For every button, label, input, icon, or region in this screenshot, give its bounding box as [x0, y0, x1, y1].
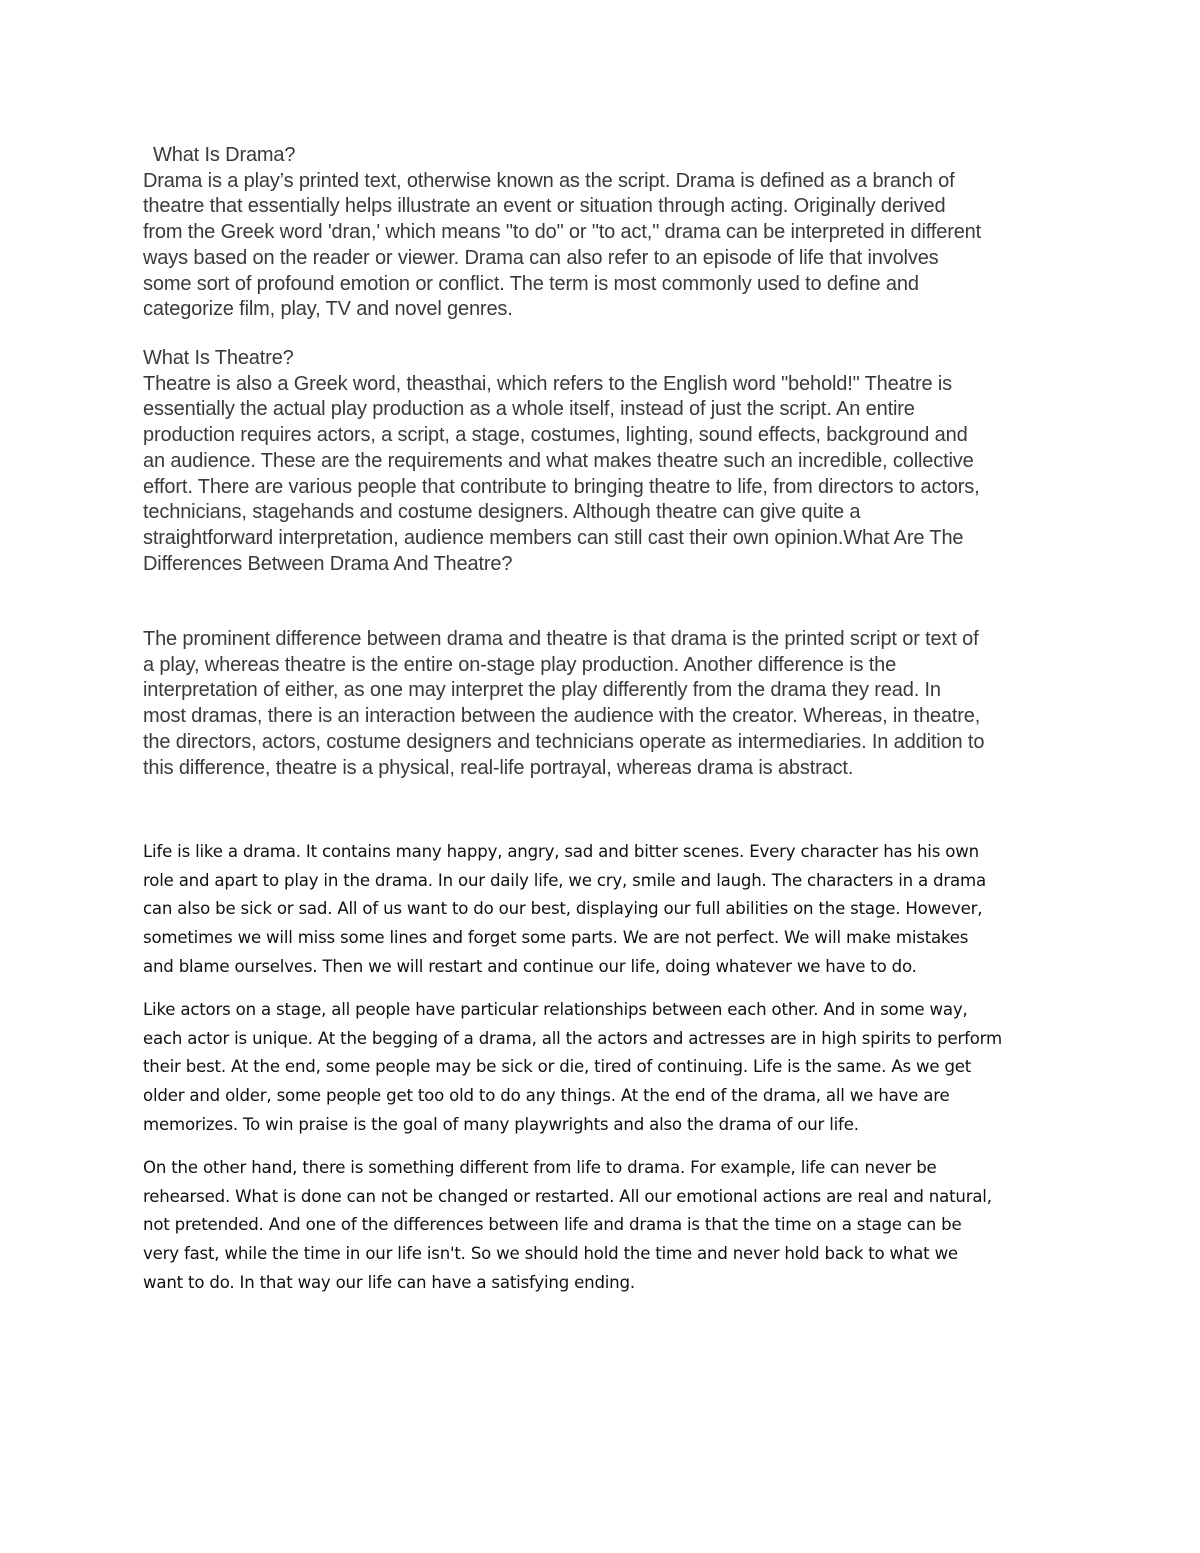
text-line: rehearsed. What is done can not be changed or restarted. All our emotional actions are real and natural,: [143, 1186, 992, 1206]
text-line: not pretended. And one of the differences between life and drama is that the time on a stage can be: [143, 1215, 962, 1235]
text-line: memorizes. To win praise is the goal of many playwrights and also the drama of our life.: [143, 1114, 859, 1134]
text-line: their best. At the end, some people may be sick or die, tired of continuing. Life is the same. As we get: [143, 1057, 972, 1077]
section-what-is-drama: [143, 143, 981, 323]
text-line: Like actors on a stage, all people have particular relationships between each other. And in some way,: [143, 1000, 968, 1019]
text-line: Differences Between Drama And Theatre?: [143, 552, 513, 575]
essay-paragraph-1: [143, 838, 986, 982]
essay-paragraph-2: [143, 996, 1002, 1140]
text-line: some sort of profound emotion or conflict. The term is most commonly used to define and: [143, 272, 919, 295]
text-line: technicians, stagehands and costume designers. Although theatre can give quite a: [143, 501, 861, 524]
text-line: each actor is unique. At the begging of a drama, all the actors and actresses are in high spirits to perform: [143, 1028, 1002, 1048]
text-line: The prominent difference between drama and theatre is that drama is the printed script or text of: [143, 628, 979, 650]
section-differences: [143, 627, 984, 781]
text-line: Drama is a play’s printed text, otherwise known as the script. Drama is defined as a branch of: [143, 169, 955, 192]
section-heading: What Is Drama?: [153, 144, 296, 166]
text-line: want to do. In that way our life can have a satisfying ending.: [143, 1272, 635, 1292]
text-line: from the Greek word 'dran,' which means "to do" or "to act," drama can be interpreted in different: [143, 221, 982, 244]
text-line: Theatre is also a Greek word, theasthai, which refers to the English word "behold!" Theatre is: [143, 372, 953, 395]
text-line: straightforward interpretation, audience members can still cast their own opinion.What Are The: [143, 526, 964, 549]
text-line: very fast, while the time in our life isn't. So we should hold the time and never hold back to what we: [143, 1244, 958, 1264]
text-line: most dramas, there is an interaction between the audience with the creator. Whereas, in theatre,: [143, 705, 981, 728]
text-line: a play, whereas theatre is the entire on-stage play production. Another difference is the: [143, 653, 897, 676]
text-line: theatre that essentially helps illustrate an event or situation through acting. Originally derived: [143, 195, 946, 218]
section-what-is-theatre: [143, 346, 979, 577]
text-line: On the other hand, there is something different from life to drama. For example, life can never be: [143, 1158, 937, 1177]
text-line: this difference, theatre is a physical, real-life portrayal, whereas drama is abstract.: [143, 756, 854, 779]
text-line: can also be sick or sad. All of us want to do our best, displaying our full abilities on the stage. However,: [143, 899, 983, 919]
text-line: essentially the actual play production as a whole itself, instead of just the script. An entire: [143, 398, 915, 421]
section-heading: What Is Theatre?: [143, 347, 294, 369]
text-line: ways based on the reader or viewer. Drama can also refer to an episode of life that involves: [143, 246, 939, 269]
text-line: an audience. These are the requirements and what makes theatre such an incredible, collective: [143, 449, 974, 472]
text-line: the directors, actors, costume designers and technicians operate as intermediaries. In addition to: [143, 730, 985, 753]
text-line: interpretation of either, as one may interpret the play differently from the drama they read. In: [143, 679, 941, 702]
text-line: effort. There are various people that contribute to bringing theatre to life, from directors to actors,: [143, 475, 980, 498]
text-line: categorize film, play, TV and novel genres.: [143, 298, 513, 321]
text-line: older and older, some people get too old to do any things. At the end of the drama, all we have are: [143, 1086, 950, 1106]
text-line: and blame ourselves. Then we will restart and continue our life, doing whatever we have to do.: [143, 956, 917, 976]
text-line: role and apart to play in the drama. In our daily life, we cry, smile and laugh. The characters in a drama: [143, 870, 986, 890]
essay-paragraph-3: [143, 1154, 992, 1298]
text-line: Life is like a drama. It contains many happy, angry, sad and bitter scenes. Every character has his own: [143, 842, 979, 861]
text-line: sometimes we will miss some lines and forget some parts. We are not perfect. We will make mistakes: [143, 928, 969, 948]
text-line: production requires actors, a script, a stage, costumes, lighting, sound effects, background and: [143, 424, 968, 447]
